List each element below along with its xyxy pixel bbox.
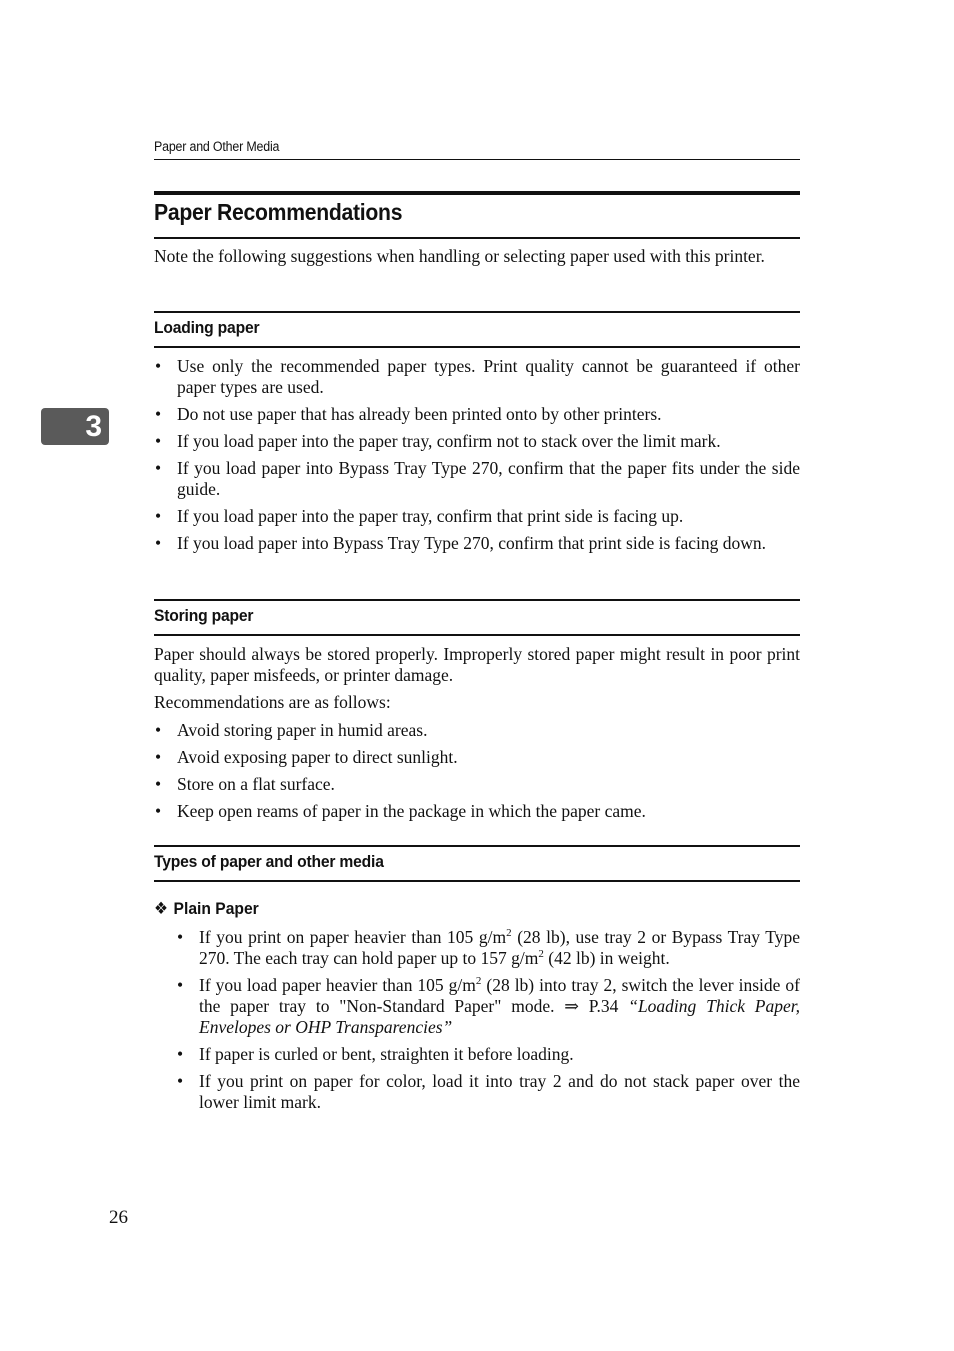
list-item: • If paper is curled or bent, straighten it before loading. xyxy=(177,1044,574,1064)
bullet: • xyxy=(177,975,184,995)
list-item: • If you print on paper heavier than 105 $g/m^2$ (28 lb), use tray 2 or Bypass Tray Type 270. The each tray can hold paper up to 157 $g/m^2$ (42 lb) in weight. xyxy=(177,927,800,968)
storing-heading: Storing paper xyxy=(154,606,254,625)
page-title: Paper Recommendations xyxy=(154,199,403,225)
intro-paragraph: Note the following suggestions when handling or selecting paper used with this printer. xyxy=(154,246,765,266)
list-item: • If you load paper into the paper tray, confirm that print side is facing up. xyxy=(155,506,684,526)
bullet: • xyxy=(177,1071,184,1091)
diamond-icon: ❖ xyxy=(154,899,169,918)
storing-top-rule xyxy=(154,599,800,601)
bullet: • xyxy=(155,774,162,794)
bullet: • xyxy=(177,1044,184,1064)
bullet: • xyxy=(155,404,162,424)
list-item: • Do not use paper that has already been printed onto by other printers. xyxy=(155,404,662,424)
loading-list xyxy=(155,356,800,560)
loading-bottom-rule xyxy=(154,346,800,348)
plain-paper-label: Plain Paper xyxy=(173,899,259,918)
chapter-tab xyxy=(41,408,109,445)
bullet: • xyxy=(155,720,162,740)
bullet: • xyxy=(155,431,162,451)
list-item: • Keep open reams of paper in the package in which the paper came. xyxy=(155,801,646,821)
storing-bottom-rule xyxy=(154,634,800,636)
list-item: • If you load paper heavier than 105 $g/m^2$ (28 lb) into tray 2, switch the lever inside of the paper tray to "Non-Standard Paper" mode. ⇒ P.34 “Loading Thick Paper, Envelopes or OHP Transparencies” xyxy=(177,975,800,1037)
bullet: • xyxy=(155,356,162,376)
page-number: 26 xyxy=(109,1207,128,1228)
bullet: • xyxy=(155,801,162,821)
types-bottom-rule xyxy=(154,880,800,882)
list-item: • If you print on paper for color, load it into tray 2 and do not stack paper over the lower limit mark. xyxy=(177,1071,800,1112)
plain-paper-heading xyxy=(154,899,259,919)
bullet: • xyxy=(155,533,162,553)
types-heading: Types of paper and other media xyxy=(154,852,384,871)
title-bottom-rule xyxy=(154,237,800,239)
header-rule xyxy=(154,159,800,160)
types-top-rule xyxy=(154,845,800,847)
list-item: • If you load paper into the paper tray, confirm not to stack over the limit mark. xyxy=(155,431,721,451)
cross-reference-link[interactable]: “Loading Thick Paper, Envelopes or OHP Transparencies” xyxy=(199,996,800,1037)
list-item: • If you load paper into Bypass Tray Type 270, confirm that print side is facing down. xyxy=(155,533,766,553)
list-item: • Avoid storing paper in humid areas. xyxy=(155,720,428,740)
list-item: • Avoid exposing paper to direct sunlight. xyxy=(155,747,458,767)
bullet: • xyxy=(155,747,162,767)
bullet: • xyxy=(155,506,162,526)
plain-paper-list xyxy=(177,927,800,1119)
running-header: Paper and Other Media xyxy=(154,139,280,154)
list-item: • If you load paper into Bypass Tray Type 270, confirm that the paper fits under the side guide. xyxy=(155,458,800,499)
list-item: • Store on a flat surface. xyxy=(155,774,335,794)
loading-top-rule xyxy=(154,311,800,313)
bullet: • xyxy=(155,458,162,478)
storing-list xyxy=(155,720,800,828)
storing-paragraph: Paper should always be stored properly. Improperly stored paper might result in poor print quality, paper misfeeds, or printer damage. xyxy=(154,644,800,685)
chapter-number: 3 xyxy=(85,410,102,443)
bullet: • xyxy=(177,927,184,947)
storing-lead: Recommendations are as follows: xyxy=(154,692,391,712)
title-top-rule xyxy=(154,191,800,195)
loading-heading: Loading paper xyxy=(154,318,260,337)
list-item: • Use only the recommended paper types. Print quality cannot be guaranteed if other paper types are used. xyxy=(155,356,800,397)
